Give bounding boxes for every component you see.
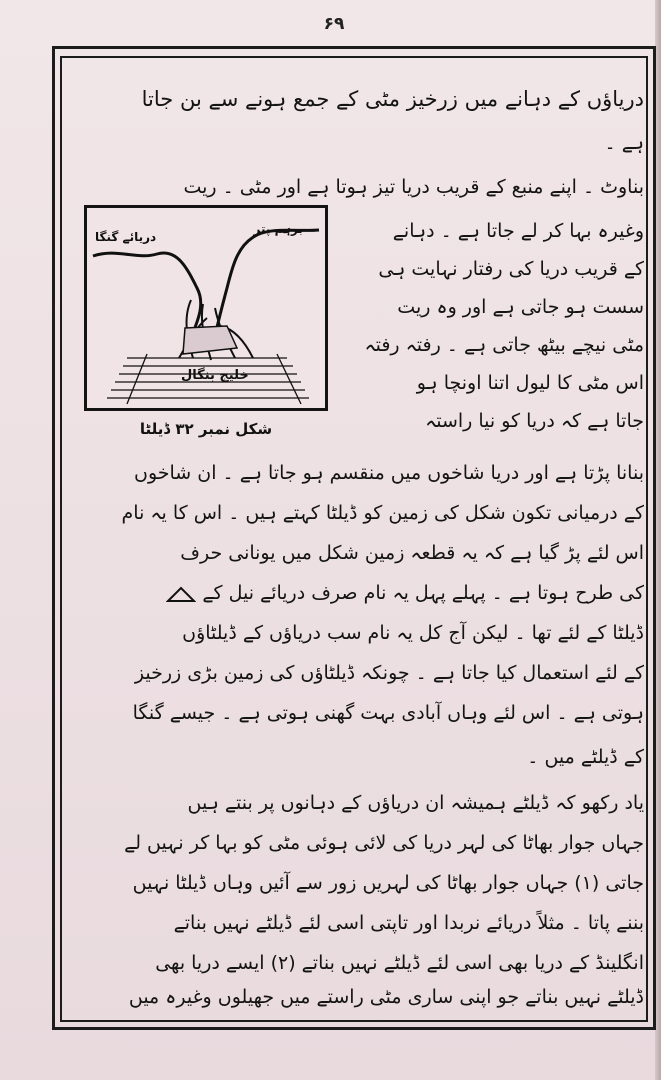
text-line-5: کے قریب دریا کی رفتار نہایت ہی	[378, 258, 644, 280]
text-line-2: ہے ۔	[604, 132, 644, 154]
text-line-13	[68, 574, 644, 612]
text-line-3: بناوٹ ۔ اپنے منبع کے قریب دریا تیز ہوتا ہے اور مٹی ۔ ریت	[183, 176, 644, 198]
text-line-1: دریاؤں کے دہانے میں زرخیز مٹی کے جمع ہونے سے بن جاتا	[141, 87, 644, 111]
text-line-8: اس مٹی کا لیول اتنا اونچا ہو	[416, 372, 644, 394]
text-line-14: ڈیلٹا کے لئے تھا ۔ لیکن آج کل یہ نام سب دریاؤں کے ڈیلٹاؤں	[182, 622, 644, 644]
text-line-19: جہاں جوار بھاٹا کی لہر دریا کی لائی ہوئی مٹی کو بہا کر نہیں لے	[124, 832, 644, 854]
label-brahmaputra: برہم پتر	[253, 222, 303, 236]
text-line-16: ہوتی ہے ۔ اس لئے وہاں آبادی بہت گھنی ہوتی ہے ۔ جیسے گنگا	[132, 702, 644, 724]
text-line-21: بننے پاتا ۔ مثلاً دریائے نربدا اور تاپتی اسی لئے ڈیلٹے نہیں بناتے	[173, 912, 644, 934]
text-line-20: جاتی (۱) جہاں جوار بھاٹا کی لہریں زور سے آئیں وہاں ڈیلٹا نہیں	[132, 872, 644, 894]
text-line-17: کے ڈیلٹے میں ۔	[527, 746, 644, 768]
ganga-river-path	[93, 253, 201, 338]
page-number: ۶۹	[323, 14, 345, 34]
text-line-4: وغیرہ بہا کر لے جاتا ہے ۔ دہانے	[392, 220, 644, 242]
brahmaputra-river-path	[215, 230, 319, 336]
text-line-23: ڈیلٹے نہیں بناتے جو اپنی ساری مٹی راستے میں جھیلوں وغیرہ میں	[128, 986, 644, 1008]
text-line-22: انگلینڈ کے دریا بھی اسی لئے ڈیلٹے نہیں بناتے (۲) ایسے دریا بھی	[155, 952, 644, 974]
text-line-9: جاتا ہے کہ دریا کو نیا راستہ	[425, 410, 644, 432]
figure-caption: شکل نمبر ۳۲ ڈیلٹا	[139, 420, 273, 438]
text-line-18: یاد رکھو کہ ڈیلٹے ہمیشہ ان دریاؤں کے دہانوں پر بنتے ہیں	[187, 792, 644, 814]
text-line-7: مٹی نیچے بیٹھ جاتی ہے ۔ رفتہ رفتہ	[364, 334, 644, 356]
text-line-10: بنانا پڑتا ہے اور دریا شاخوں میں منقسم ہو جاتا ہے ۔ ان شاخوں	[134, 462, 644, 484]
text-line-13-words: کی طرح ہوتا ہے ۔ پہلے پہل یہ نام صرف دریائے نیل کے	[202, 582, 644, 604]
text-line-12: اس لئے پڑ گیا ہے کہ یہ قطعہ زمین شکل میں یونانی حرف	[180, 542, 644, 564]
delta-landmass	[183, 326, 237, 354]
triangle-icon	[166, 585, 196, 603]
label-ganga: دریائے گنگا	[95, 230, 157, 244]
label-bay-of-bengal: خلیج بنگال	[181, 368, 249, 383]
text-line-6: سست ہو جاتی ہے اور وہ ریت	[397, 296, 644, 318]
delta-figure	[84, 205, 328, 411]
text-line-11: کے درمیانی تکون شکل کی زمین کو ڈیلٹا کہتے ہیں ۔ اس کا یہ نام	[121, 502, 644, 524]
text-line-15: کے لئے استعمال کیا جاتا ہے ۔ چونکہ ڈیلٹاؤں کی زمین بڑی زرخیز	[134, 662, 644, 684]
